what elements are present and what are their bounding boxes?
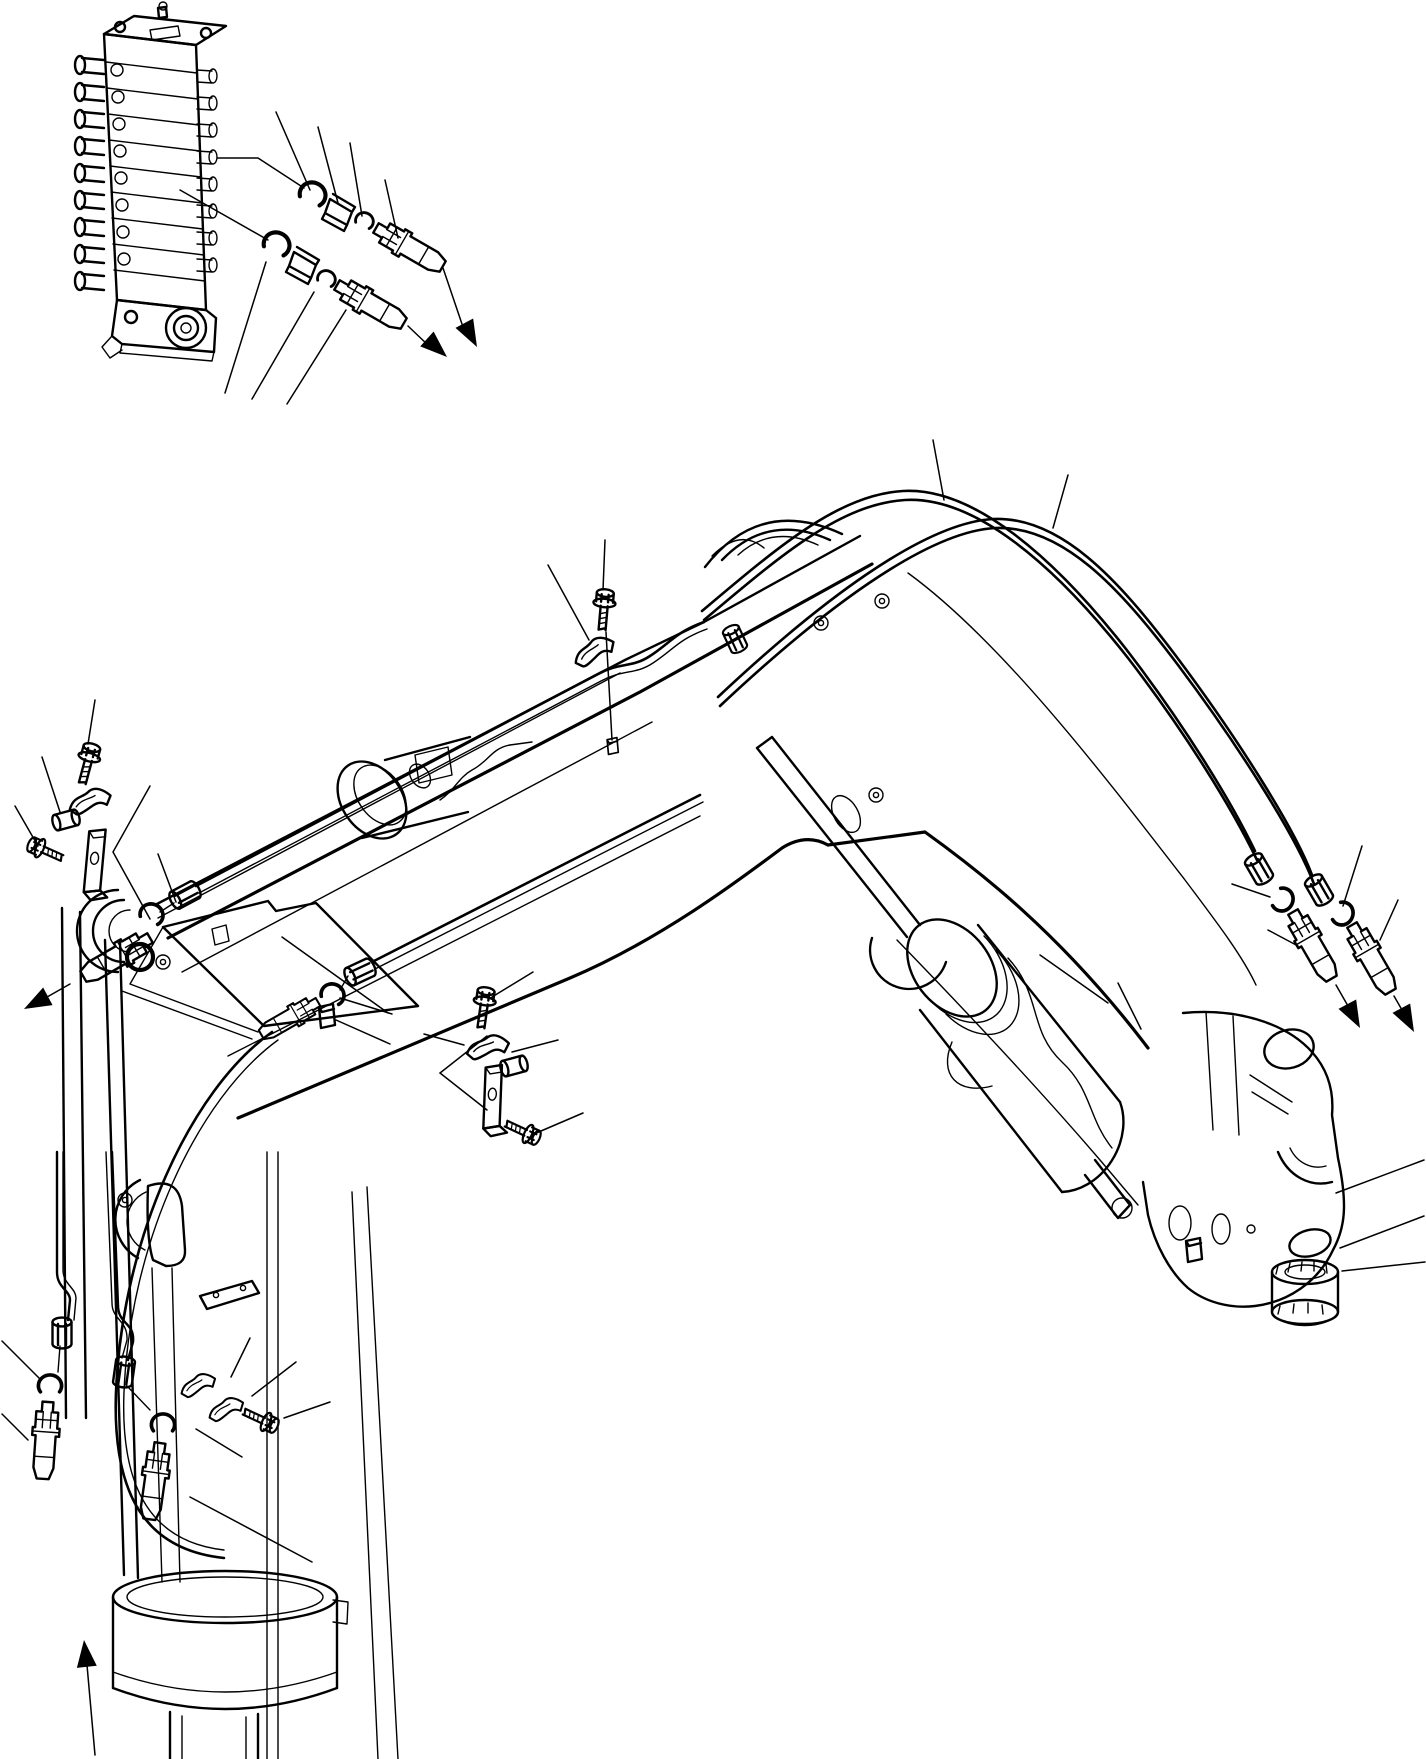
snap-ring-icon bbox=[354, 210, 376, 229]
clamp-clip-icon bbox=[1186, 1238, 1202, 1262]
arm-cylinder bbox=[757, 737, 1141, 1218]
boom-pipes bbox=[160, 622, 749, 990]
install-arrow-up bbox=[74, 1639, 97, 1755]
install-arrow-right-2 bbox=[1392, 996, 1422, 1037]
install-arrow-right-1 bbox=[1336, 985, 1369, 1033]
coupler-nipple-icon bbox=[369, 216, 449, 278]
control-valve bbox=[75, 2, 226, 361]
rubber-bushing-icon bbox=[51, 809, 81, 831]
coupler-nipple-icon bbox=[1340, 918, 1402, 998]
boom-top-bracket bbox=[705, 521, 842, 567]
bolt-icon bbox=[72, 741, 104, 786]
boom-tip-bracket bbox=[1143, 1012, 1425, 1326]
bolt-icon bbox=[25, 834, 67, 867]
install-arrow-2 bbox=[408, 326, 454, 364]
clamp-saddle-icon bbox=[178, 1370, 218, 1399]
hose-nut-icon bbox=[53, 1318, 72, 1349]
clamp-assembly-bottom bbox=[178, 1281, 330, 1436]
snap-ring-icon bbox=[316, 268, 338, 287]
coupler-nipple-icon bbox=[330, 273, 410, 335]
install-arrow-1 bbox=[443, 268, 486, 352]
clamp-assembly-left bbox=[15, 700, 150, 919]
bushing-pin bbox=[1272, 1260, 1338, 1326]
boom-cylinder-head bbox=[323, 737, 532, 852]
position-arrow-left bbox=[113, 786, 150, 919]
valve-bottom-block bbox=[102, 300, 216, 361]
coupler-nipple-icon bbox=[29, 1401, 61, 1480]
rubber-bushing-icon bbox=[499, 1055, 529, 1077]
elbow-fitting-2 bbox=[286, 247, 319, 284]
hose-nut-icon bbox=[1303, 872, 1335, 908]
snap-ring-icon bbox=[38, 1375, 61, 1392]
valve-spool-caps bbox=[75, 56, 130, 290]
snap-ring-icon bbox=[298, 178, 330, 206]
bottom-left-piping bbox=[2, 1152, 330, 1755]
elbow-fitting-1 bbox=[322, 194, 355, 231]
boom-top-hoses bbox=[702, 440, 1314, 884]
snap-ring-icon bbox=[262, 228, 294, 256]
valve-fitting-row-2 bbox=[180, 190, 454, 404]
clamp-assembly-center bbox=[256, 972, 583, 1148]
clamp-saddle-icon bbox=[465, 1033, 511, 1061]
snap-ring-icon bbox=[151, 1414, 174, 1431]
boom-foot bbox=[62, 890, 418, 1759]
coupler-nipple-icon bbox=[136, 1441, 173, 1521]
valve-fitting-row-1 bbox=[218, 112, 486, 352]
boom-cylinder bbox=[113, 1571, 348, 1759]
clamp-saddle-icon bbox=[570, 632, 618, 669]
bolt-icon bbox=[470, 986, 497, 1029]
bolt-icon bbox=[240, 1403, 282, 1436]
snap-ring-icon bbox=[138, 900, 166, 925]
bolt-icon bbox=[502, 1115, 544, 1148]
coupler-nipple-icon bbox=[1281, 905, 1343, 985]
hose-nut-icon bbox=[1243, 851, 1275, 887]
boom bbox=[155, 521, 1256, 1205]
snap-ring-icon bbox=[1272, 886, 1297, 914]
clamp-saddle-icon bbox=[206, 1394, 246, 1423]
bolt-icon bbox=[591, 588, 616, 631]
